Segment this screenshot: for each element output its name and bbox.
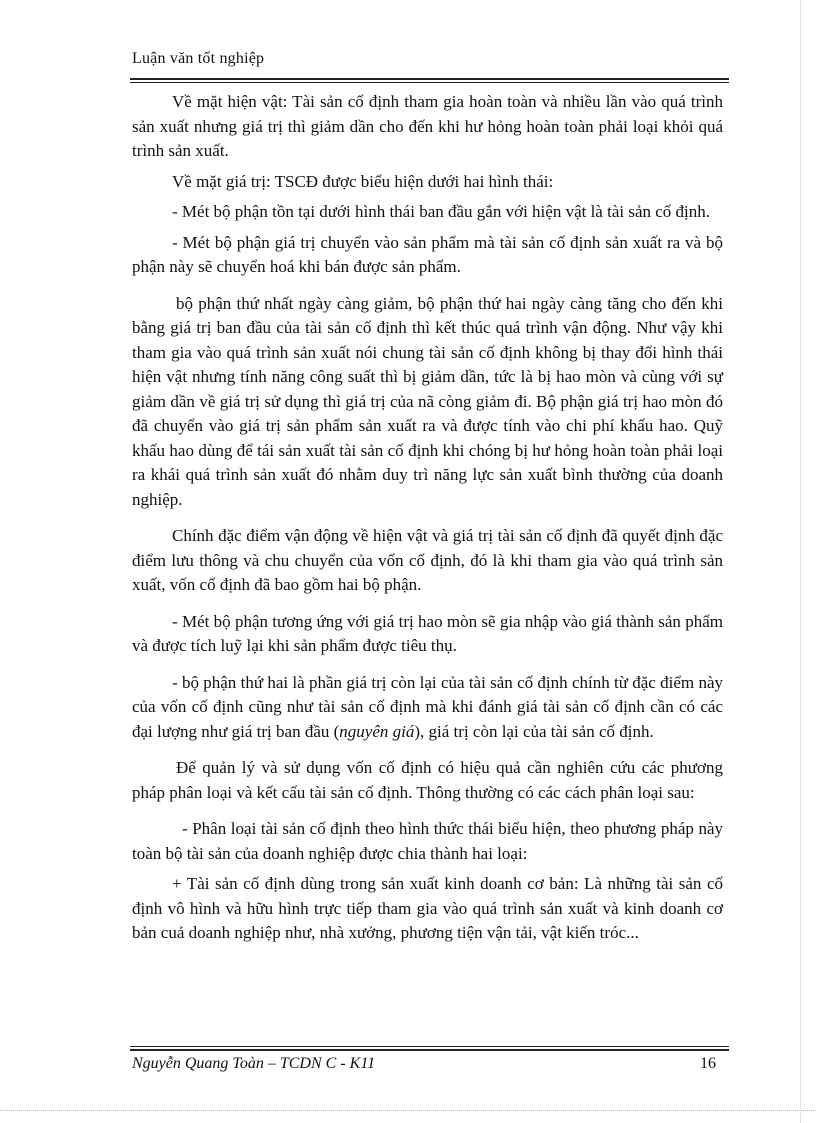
paragraph-remaining-value: [132, 671, 723, 745]
paragraph-second-part: - Mét bộ phận giá trị chuyển vào sản phẩm mà tài sản cố định sản xuất ra và bộ phận này sẽ chuyển hoá khi bán được sản phẩm.: [132, 232, 723, 276]
running-header: Luận văn tốt nghiệp: [132, 50, 265, 67]
paragraph-remaining-value-tail: ), giá trị còn lại của tài sản cố định.: [414, 721, 654, 741]
body-text: [132, 90, 723, 958]
page-edge-dotted-line-vertical: [800, 0, 802, 1123]
header-rule-thick: [130, 78, 729, 80]
page-number: 16: [700, 1055, 716, 1072]
footer-rule-thin: [130, 1046, 729, 1047]
paragraph-wear-part: - Mét bộ phận tương ứng với giá trị hao mòn sẽ gia nhập vào giá thành sản phẩm và được tích luỹ lại khi sản phẩm được tiêu thụ.: [132, 611, 723, 655]
paragraph-depreciation: bộ phận thứ nhất ngày càng giảm, bộ phận thứ hai ngày càng tăng cho đến khi bằng giá trị ban đầu của tài sản cố định thì kết thúc quá trình vận động. Như vậy khi tham gia vào quá trình sản xuất nói chung tài sản cố định không bị thay đổi hình thái hiện vật nhưng tính năng công suất thì bị giảm dần, tức là bị hao mòn và cùng với sự giảm dần về giá trị sử dụng thì giá trị của nã còng giảm đi. Bộ phận giá trị hao mòn đó đã chuyển vào giá trị sản phẩm sản xuất ra và được tính vào chi phí khấu hao. Quỹ khấu hao dùng để tái sản xuất tài sản cố định khi chóng bị hư hỏng hoàn toàn phải loại ra khái quá trình sản xuất đó nhằm duy trì năng lực sản xuất bình thường của doanh nghiệp.: [132, 293, 723, 509]
paragraph-remaining-value-text: - bộ phận thứ hai là phần giá trị còn lại của tài sản cố định chính từ đặc điểm này của vốn cố định cũng như tài sản cố định mà khi đánh giá tài sản cố định cần có các đại lượng như giá trị ban đầu (: [132, 672, 723, 741]
paragraph-management: Để quản lý và sử dụng vốn cố định có hiệu quả cần nghiên cứu các phương pháp phân loại và kết cấu tài sản cố định. Thông thường có các cách phân loại sau:: [132, 758, 723, 802]
paragraph-production-assets: + Tài sản cố định dùng trong sản xuất kinh doanh cơ bản: Là những tài sản cố định vô hình và hữu hình trực tiếp tham gia vào quá trình sản xuất và kinh doanh cơ bản cuả doanh nghiệp như, nhà xưởng, phương tiện vận tải, vật kiến tróc...: [132, 874, 723, 942]
paragraph-classification: - Phân loại tài sản cố định theo hình thức thái biểu hiện, theo phương pháp này toàn bộ tài sản của doanh nghiệp được chia thành hai loại:: [132, 819, 723, 863]
footer-author: Nguyễn Quang Toàn – TCDN C - K11: [132, 1055, 376, 1072]
paragraph-first-part: - Mét bộ phận tồn tại dưới hình thái ban đầu gắn với hiện vật là tài sản cố định.: [172, 202, 711, 221]
paragraph-value-aspect: Về mặt giá trị: TSCĐ được biểu hiện dưới hai hình thái:: [172, 171, 554, 191]
original-cost-term: nguyên giá: [339, 721, 415, 741]
footer-rule-thick: [130, 1049, 729, 1051]
paragraph-characteristics: Chính đặc điểm vận động về hiện vật và giá trị tài sản cố định đã quyết định đặc điểm lưu thông và chu chuyển của vốn cố định, đó là khi tham gia vào quá trình sản xuất, vốn cố định đã bao gồm hai bộ phận.: [132, 526, 723, 594]
page-edge-dotted-line: [0, 1110, 816, 1112]
header-rule-thin: [130, 82, 729, 83]
paragraph-physical-aspect: Về mặt hiện vật: Tài sản cố định tham gia hoàn toàn và nhiều lần vào quá trình sản xuất nhưng giá trị thì giảm dần cho đến khi hư hỏng hoàn toàn phải loại khỏi quá trình sản xuất.: [132, 92, 723, 160]
